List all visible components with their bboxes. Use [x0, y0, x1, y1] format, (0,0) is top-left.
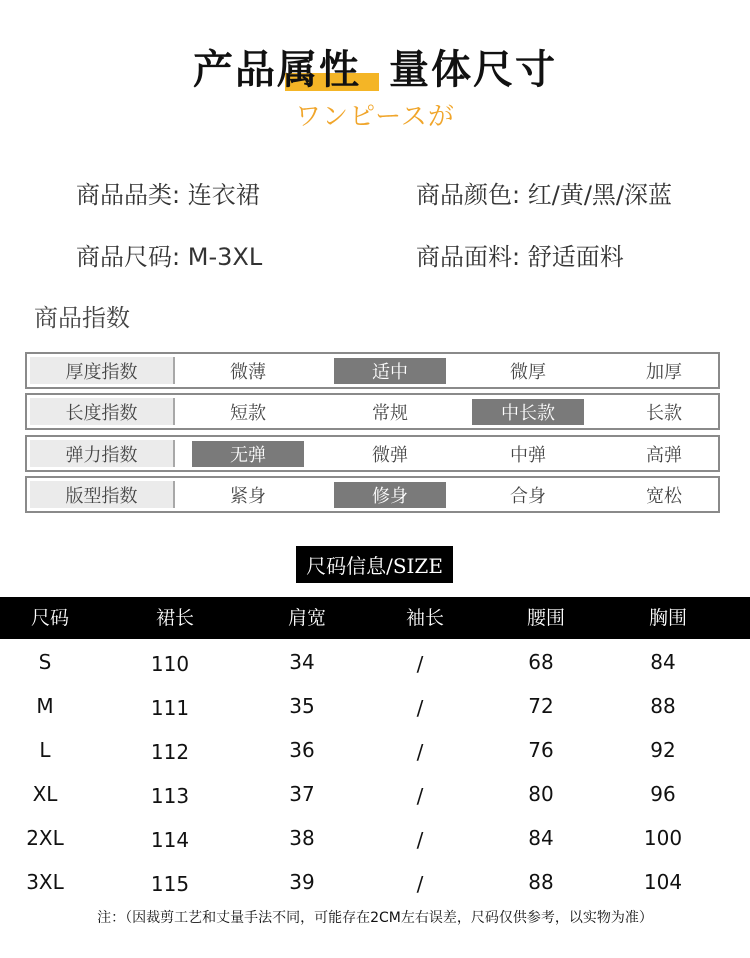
- size-table-cell: /: [416, 696, 424, 720]
- index-option: 中弹: [510, 445, 546, 466]
- size-table-cell: 37: [289, 782, 315, 806]
- index-option: 微薄: [230, 362, 266, 383]
- size-table-cell: 34: [289, 650, 315, 674]
- index-row: [25, 476, 720, 513]
- size-table-header-cell: 肩宽: [287, 607, 326, 629]
- size-table-cell: 38: [289, 826, 315, 850]
- index-option: 微厚: [510, 362, 546, 383]
- size-table-cell: /: [416, 828, 424, 852]
- index-option: 紧身: [230, 486, 266, 507]
- index-option: 合身: [510, 486, 546, 507]
- size-table-cell: /: [416, 872, 424, 896]
- size-table-cell: 84: [650, 650, 676, 674]
- index-option-selected: 修身: [334, 482, 446, 508]
- attr-category: [76, 175, 260, 210]
- size-table-cell: 113: [150, 784, 190, 808]
- index-option-selected: 适中: [334, 358, 446, 384]
- index-row-label: 弹力指数: [30, 440, 175, 467]
- size-table-header-cell: 尺码: [30, 607, 69, 629]
- index-option-selected: 中长款: [472, 399, 584, 425]
- size-table-cell: 76: [528, 738, 554, 762]
- size-table-size-cell: XL: [32, 782, 58, 806]
- size-table-cell: 104: [643, 870, 683, 894]
- index-option: 高弹: [646, 445, 682, 466]
- size-table-cell: 111: [150, 696, 190, 720]
- size-table-cell: 80: [528, 782, 554, 806]
- size-table-cell: 39: [289, 870, 315, 894]
- size-table-cell: 96: [650, 782, 676, 806]
- index-section-title: 商品指数: [34, 304, 130, 332]
- size-table-size-cell: 2XL: [26, 826, 64, 850]
- size-table-cell: 110: [150, 652, 190, 676]
- index-row: [25, 393, 720, 430]
- size-table-cell: 68: [528, 650, 554, 674]
- index-row-label: 版型指数: [30, 481, 175, 508]
- size-table-header: [0, 597, 750, 639]
- size-table-cell: /: [416, 652, 424, 676]
- attr-size-label: 商品尺码:: [76, 243, 181, 271]
- title-part2: 量体尺寸: [389, 47, 557, 93]
- attr-color-value: 红/黄/黑/深蓝: [527, 181, 672, 209]
- size-table-size-cell: 3XL: [26, 870, 64, 894]
- size-info-tag: 尺码信息/SIZE: [296, 546, 453, 583]
- size-table-cell: 84: [528, 826, 554, 850]
- size-table-cell: 88: [650, 694, 676, 718]
- attr-color: [416, 175, 672, 210]
- page-subtitle: ワンピースが: [295, 102, 455, 132]
- size-table-cell: 114: [150, 828, 190, 852]
- size-table-cell: 112: [150, 740, 190, 764]
- size-table-header-cell: 裙长: [155, 607, 194, 629]
- attr-fabric-label: 商品面料:: [416, 243, 521, 271]
- index-option-selected: 无弹: [192, 441, 304, 467]
- size-table-cell: 92: [650, 738, 676, 762]
- index-option: 长款: [646, 403, 682, 424]
- index-row-label: 长度指数: [30, 398, 175, 425]
- size-table-size-cell: M: [36, 694, 54, 718]
- size-table-cell: 115: [150, 872, 190, 896]
- size-table-cell: /: [416, 740, 424, 764]
- index-option: 短款: [230, 403, 266, 424]
- attr-fabric-value: 舒适面料: [527, 243, 624, 271]
- size-table-cell: 88: [528, 870, 554, 894]
- size-table-cell: 36: [289, 738, 315, 762]
- size-table-header-cell: 腰围: [526, 607, 565, 629]
- index-option: 宽松: [646, 486, 682, 507]
- size-table-size-cell: S: [38, 650, 52, 674]
- attr-category-label: 商品品类:: [76, 181, 181, 209]
- attr-color-label: 商品颜色:: [416, 181, 521, 209]
- size-table-cell: /: [416, 784, 424, 808]
- size-table-header-cell: 袖长: [405, 607, 444, 629]
- title-part1: 产品属性: [193, 38, 361, 95]
- index-option: 加厚: [646, 362, 682, 383]
- size-table-header-cell: 胸围: [648, 607, 687, 629]
- attr-size: [76, 237, 262, 272]
- size-table-cell: 35: [289, 694, 315, 718]
- size-table-cell: 100: [643, 826, 683, 850]
- index-row-label: 厚度指数: [30, 357, 175, 384]
- page-title: [0, 38, 750, 95]
- size-table-cell: 72: [528, 694, 554, 718]
- index-row: [25, 435, 720, 472]
- size-note: 注：（因裁剪工艺和丈量手法不同，可能存在2CM左右误差，尺码仅供参考，以实物为准）: [97, 910, 653, 926]
- attr-size-value: M-3XL: [187, 243, 263, 271]
- attr-fabric: [416, 237, 624, 272]
- index-option: 常规: [372, 403, 408, 424]
- index-option: 微弹: [372, 445, 408, 466]
- attr-category-value: 连衣裙: [187, 181, 260, 209]
- size-table-size-cell: L: [39, 738, 51, 762]
- index-row: [25, 352, 720, 389]
